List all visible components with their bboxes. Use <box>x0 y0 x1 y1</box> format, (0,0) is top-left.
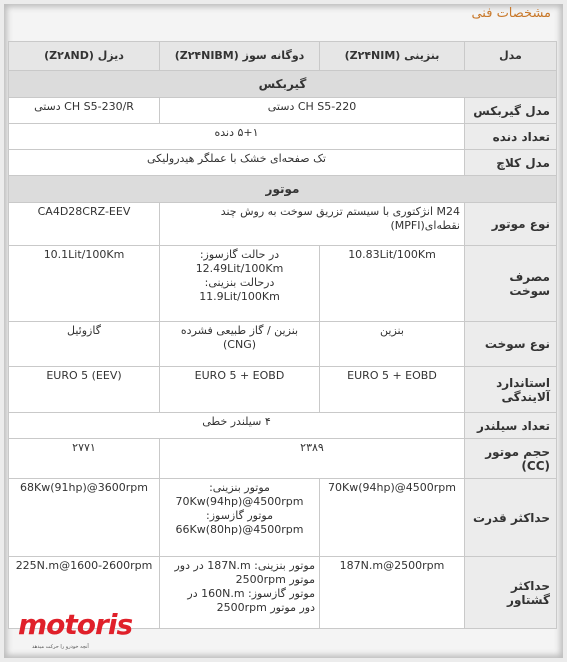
row-label: حداکثر قدرت <box>465 479 557 557</box>
fuel-type-petrol: بنزین <box>320 322 465 367</box>
row-label: مدل کلاچ <box>465 150 557 176</box>
table-row <box>9 439 557 479</box>
emission-petrol: EURO 5 + EOBD <box>320 367 465 413</box>
section-gearbox: گیربکس <box>9 71 557 98</box>
table-row <box>9 322 557 367</box>
displacement-diesel: ۲۷۷۱ <box>9 439 160 479</box>
row-label: استاندارد آلایندگی <box>465 367 557 413</box>
fuel-type-diesel: گازوئیل <box>9 322 160 367</box>
row-label: حداکثر گشتاور <box>465 557 557 629</box>
gears-value: ۵+۱ دنده <box>9 124 465 150</box>
max-power-petrol: 70Kw(94hp)@4500rpm <box>320 479 465 557</box>
emission-diesel: EURO 5 (EEV) <box>9 367 160 413</box>
section-engine-row <box>9 176 557 203</box>
max-torque-line: موتور 2500rpm <box>235 573 315 586</box>
max-torque-line: دور موتور 2500rpm <box>216 601 315 614</box>
fuel-consumption-petrol: 10.83Lit/100Km <box>320 246 465 322</box>
max-power-line: 66Kw(80hp)@4500rpm <box>175 523 304 536</box>
max-power-line: موتور بنزینی: <box>209 481 270 494</box>
fuel-consumption-line: 11.9Lit/100Km <box>199 290 280 303</box>
row-label: مصرف سوخت <box>465 246 557 322</box>
max-torque-petrol: 187N.m@2500rpm <box>320 557 465 629</box>
max-power-line: 70Kw(94hp)@4500rpm <box>175 495 304 508</box>
logo-text: motoris <box>18 608 133 641</box>
table-header-row <box>9 42 557 71</box>
max-torque-bifuel <box>160 557 320 629</box>
max-torque-line: موتور گازسوز: 160N.m در <box>187 587 315 600</box>
header-petrol: بنزینی (Z۲۴NIM) <box>320 42 465 71</box>
page-title: مشخصات فنی <box>471 6 551 21</box>
emission-bifuel: EURO 5 + EOBD <box>160 367 320 413</box>
header-model: مدل <box>465 42 557 71</box>
table-row <box>9 124 557 150</box>
engine-type-diesel: CA4D28CRZ-EEV <box>9 203 160 246</box>
clutch-value: تک صفحه‌ای خشک با عملگر هیدرولیکی <box>9 150 465 176</box>
table-row <box>9 413 557 439</box>
row-label: حجم موتور (CC) <box>465 439 557 479</box>
row-label: مدل گیربکس <box>465 98 557 124</box>
gearbox-model-value: CH S5-220 دستی <box>160 98 465 124</box>
max-power-line: موتور گازسوز: <box>206 509 273 522</box>
logo-tagline: آنچه خودرو را حرکت میدهد <box>32 644 89 650</box>
max-torque-line: موتور بنزینی: 187N.m در دور <box>174 559 315 572</box>
row-label: نوع سوخت <box>465 322 557 367</box>
fuel-consumption-line: 12.49Lit/100Km <box>195 262 284 275</box>
header-diesel: دیزل (Z۲۸ND) <box>9 42 160 71</box>
header-bifuel: دوگانه سوز (Z۲۴NIBM) <box>160 42 320 71</box>
row-label: نوع موتور <box>465 203 557 246</box>
section-gearbox-row <box>9 71 557 98</box>
max-power-bifuel <box>160 479 320 557</box>
table-row <box>9 367 557 413</box>
table-row <box>9 98 557 124</box>
table-row <box>9 150 557 176</box>
table-row <box>9 479 557 557</box>
fuel-consumption-bifuel <box>160 246 320 322</box>
fuel-type-bifuel: بنزین / گاز طبیعی فشرده (CNG) <box>160 322 320 367</box>
fuel-consumption-line: درحالت بنزینی: <box>204 276 275 289</box>
row-label: تعداد دنده <box>465 124 557 150</box>
spec-table <box>8 41 557 629</box>
motoris-logo <box>18 608 133 656</box>
max-torque-diesel: 225N.m@1600-2600rpm <box>9 557 160 629</box>
section-engine: موتور <box>9 176 557 203</box>
fuel-consumption-diesel: 10.1Lit/100Km <box>9 246 160 322</box>
engine-type-value: M24 انژکتوری با سیستم تزریق سوخت به روش چند نقطه‌ای(MPFI) <box>160 203 465 246</box>
table-row <box>9 246 557 322</box>
gearbox-model-diesel: CH S5-230/R دستی <box>9 98 160 124</box>
table-row <box>9 203 557 246</box>
fuel-consumption-line: در حالت گازسوز: <box>199 248 280 261</box>
cylinders-value: ۴ سیلندر خطی <box>9 413 465 439</box>
max-power-diesel: 68Kw(91hp)@3600rpm <box>9 479 160 557</box>
displacement-value: ۲۳۸۹ <box>160 439 465 479</box>
row-label: تعداد سیلندر <box>465 413 557 439</box>
